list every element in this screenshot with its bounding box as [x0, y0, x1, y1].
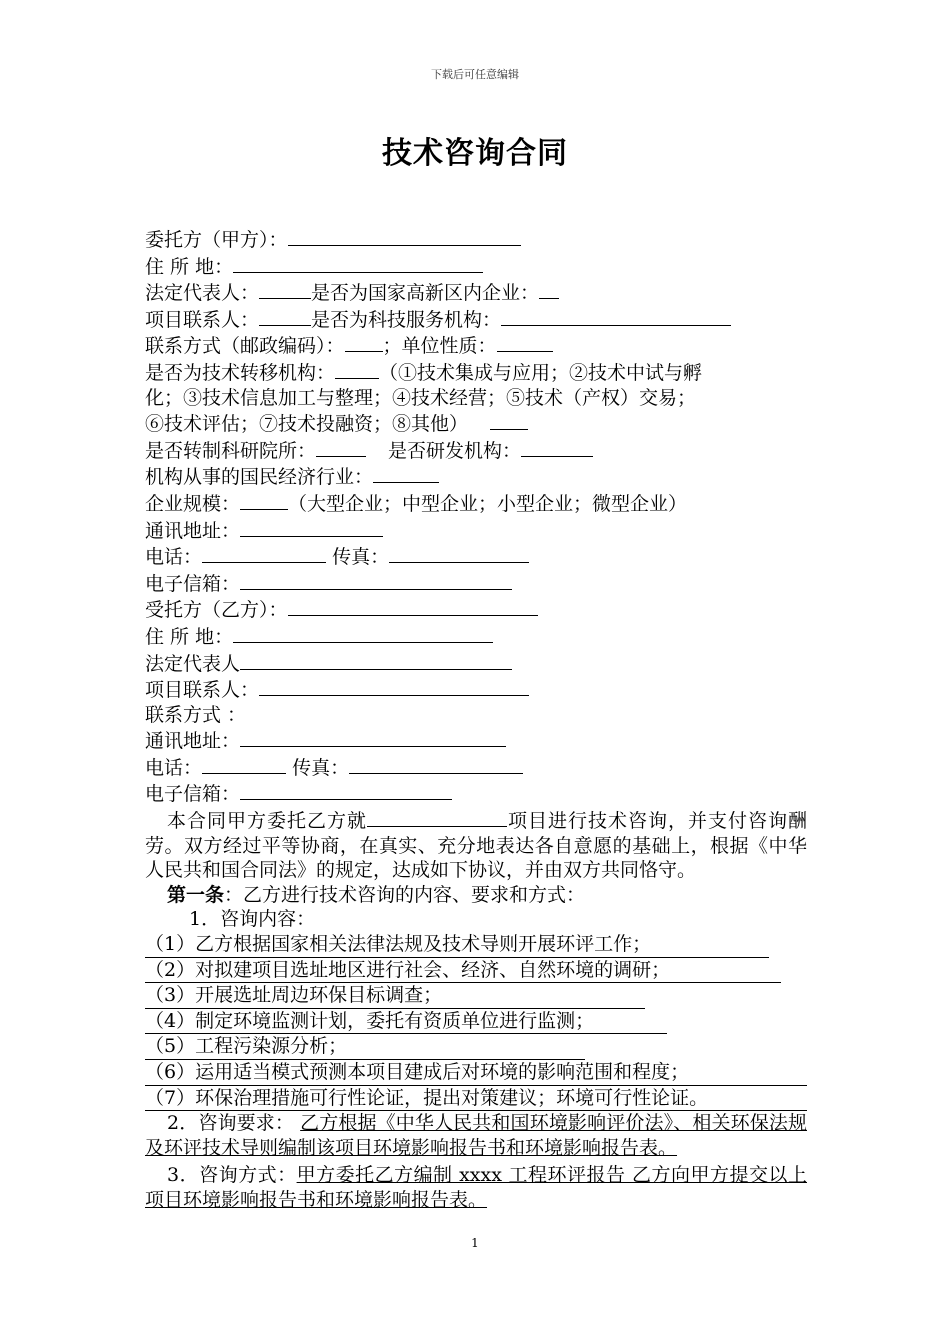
phone-a-blank	[202, 543, 326, 563]
address-b-blank	[233, 623, 493, 643]
client-line	[145, 226, 807, 253]
article1-label: 第一条	[167, 883, 225, 906]
consult-item: （6）运用适当模式预测本项目建成后对环境的影响范围和程度；	[145, 1060, 807, 1086]
page-number: 1	[471, 1236, 479, 1250]
consult-items-list	[145, 932, 807, 1111]
high-tech-label: 是否为国家高新区内企业：	[311, 282, 540, 305]
research-inst-blank	[316, 437, 366, 457]
mail-a-label: 通讯地址：	[145, 519, 241, 542]
address-b-label: 住 所 地：	[145, 625, 234, 648]
email-a-line	[145, 570, 807, 597]
mail-a-line	[145, 517, 807, 544]
email-b-line	[145, 780, 807, 807]
legal-rep-b-line	[145, 650, 807, 677]
unit-type-blank	[497, 332, 553, 352]
research-inst-label: 是否转制科研院所：	[145, 439, 317, 462]
trustee-blank	[288, 596, 538, 616]
document-title: 技术咨询合同	[382, 136, 568, 171]
requirement-label: 2．咨询要求：	[167, 1112, 294, 1135]
project-name-blank	[367, 807, 507, 827]
legal-rep-a-line	[145, 279, 807, 306]
project-contact-a-label: 项目联系人：	[145, 308, 260, 331]
tech-transfer-options: （①技术集成与应用；②技术中试与孵	[379, 361, 703, 384]
contact-postcode-line	[145, 332, 807, 359]
research-inst-line	[145, 437, 807, 464]
intro-part1: 本合同甲方委托乙方就	[167, 810, 367, 833]
tech-transfer-options-cont: 化；③技术信息加工与整理；④技术经营；⑤技术（产权）交易；	[145, 386, 697, 409]
scale-blank	[240, 490, 288, 510]
email-a-label: 电子信箱：	[145, 572, 241, 595]
mail-b-line	[145, 727, 807, 754]
consult-item: （4）制定环境监测计划，委托有资质单位进行监测；	[145, 1009, 667, 1035]
intro-paragraph	[145, 807, 807, 883]
unit-type-label: ；单位性质：	[382, 335, 497, 358]
method-label: 3．咨询方式：	[167, 1164, 297, 1187]
requirement-paragraph	[145, 1111, 807, 1160]
consult-item: （2）对拟建项目选址地区进行社会、经济、自然环境的调研；	[145, 958, 781, 984]
project-contact-b-line	[145, 676, 807, 703]
client-blank	[288, 226, 521, 246]
phone-b-blank	[202, 754, 286, 774]
contact-b-line	[145, 703, 807, 728]
fax-b-label: 传真：	[292, 756, 350, 779]
page-header: 下载后可任意编辑	[431, 68, 519, 81]
postcode-blank	[345, 332, 383, 352]
industry-blank	[373, 463, 439, 483]
intro-part2: 项目进行技术咨询，并支付咨询酬劳。双方经过平等协商，在真实、充分地表达各自意愿的基础上，根据《中华人民共和国合同法》的规定，达成如下协议，并由双方共同恪守。	[145, 810, 807, 882]
project-contact-a-line	[145, 306, 807, 333]
content-label: 1．咨询内容：	[189, 908, 316, 931]
high-tech-blank	[539, 279, 559, 299]
tech-transfer-blank	[335, 359, 379, 379]
tech-transfer-options-last: ⑥技术评估；⑦技术投融资；⑧其他）	[145, 413, 469, 436]
industry-label: 机构从事的国民经济行业：	[145, 466, 374, 489]
tech-service-blank	[501, 306, 731, 326]
other-blank	[490, 410, 528, 430]
rd-inst-label: 是否研发机构：	[388, 439, 522, 462]
consult-item: （1）乙方根据国家相关法律法规及技术导则开展环评工作；	[145, 932, 769, 958]
legal-rep-a-blank	[259, 279, 311, 299]
tech-transfer-options-end	[145, 410, 807, 437]
client-label: 委托方（甲方）：	[145, 229, 288, 251]
contract-body	[145, 226, 807, 1213]
mail-a-blank	[240, 517, 383, 537]
consult-item: （3）开展选址周边环保目标调查；	[145, 983, 645, 1009]
scale-options: （大型企业；中型企业；小型企业；微型企业）	[288, 492, 688, 515]
address-b-line	[145, 623, 807, 650]
tech-transfer-label: 是否为技术转移机构：	[145, 361, 336, 384]
tech-service-label: 是否为科技服务机构：	[311, 308, 502, 331]
address-a-label: 住 所 地：	[145, 255, 234, 278]
email-b-blank	[240, 780, 452, 800]
method-paragraph	[145, 1163, 807, 1212]
email-b-label: 电子信箱：	[145, 783, 241, 806]
trustee-line	[145, 596, 807, 623]
legal-rep-a-label: 法定代表人：	[145, 282, 260, 305]
mail-b-label: 通讯地址：	[145, 730, 241, 753]
project-contact-b-label: 项目联系人：	[145, 679, 260, 702]
scale-line	[145, 490, 807, 517]
article1-heading	[145, 883, 807, 908]
rd-inst-blank	[521, 437, 593, 457]
tech-transfer-line	[145, 359, 807, 386]
phone-a-label: 电话：	[145, 546, 203, 569]
fax-a-label: 传真：	[332, 546, 390, 569]
contact-b-label: 联系方式 ：	[145, 703, 247, 726]
legal-rep-b-blank	[240, 650, 512, 670]
project-contact-b-blank	[259, 676, 529, 696]
legal-rep-b-label: 法定代表人	[145, 652, 241, 675]
fax-b-blank	[349, 754, 523, 774]
email-a-blank	[240, 570, 512, 590]
mail-b-blank	[240, 727, 506, 747]
requirement-text: 乙方根据《中华人民共和国环境影响评价法》、相关环保法规及环评技术导则编制该项目环境影响报告书和环境影响报告表。	[145, 1112, 807, 1159]
scale-label: 企业规模：	[145, 492, 241, 515]
method-text: 甲方委托乙方编制 xxxx 工程环评报告 乙方向甲方提交以上项目环境影响报告书和环境影响报告表。	[145, 1164, 807, 1211]
fax-a-blank	[389, 543, 529, 563]
project-contact-a-blank	[259, 306, 311, 326]
phone-a-line	[145, 543, 807, 570]
phone-b-label: 电话：	[145, 756, 203, 779]
industry-line	[145, 463, 807, 490]
address-a-blank	[233, 253, 483, 273]
contact-postcode-label: 联系方式（邮政编码）：	[145, 335, 345, 358]
consult-item: （5）工程污染源分析；	[145, 1034, 585, 1060]
consult-item: （7）环保治理措施可行性论证，提出对策建议；环境可行性论证。	[145, 1086, 807, 1112]
article1-text: ：乙方进行技术咨询的内容、要求和方式：	[224, 883, 586, 906]
trustee-label: 受托方（乙方）：	[145, 599, 288, 622]
address-a-line	[145, 253, 807, 280]
phone-b-line	[145, 754, 807, 781]
